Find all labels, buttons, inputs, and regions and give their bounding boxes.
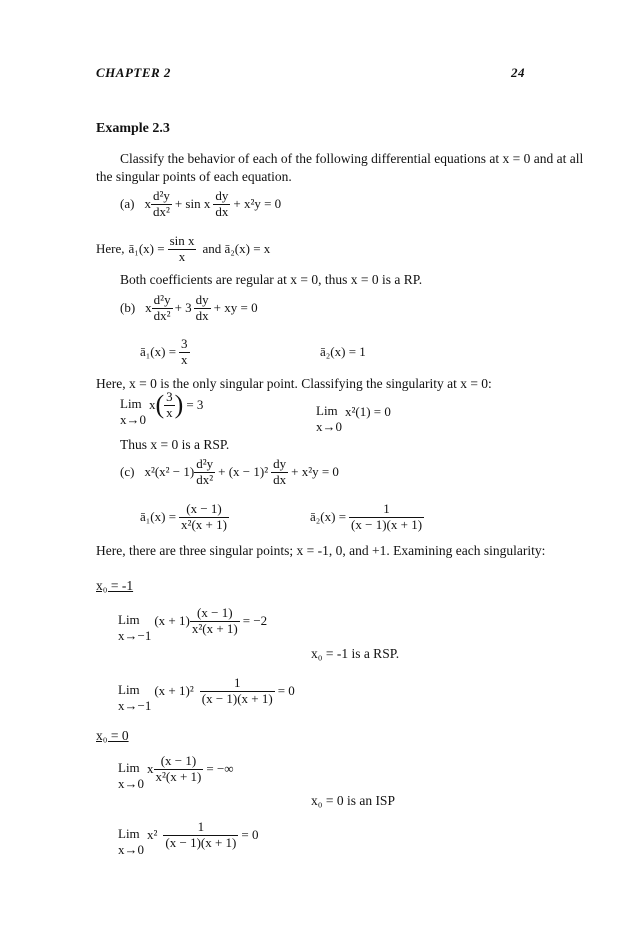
eq-a-tail: + x²y = 0 (233, 195, 282, 211)
lim-b1-frac (164, 390, 175, 421)
lim-m1-2-op (118, 682, 151, 715)
lim-m1-1-den: x²(x + 1) (191, 620, 238, 636)
lim-m1-1-top: Lim (118, 612, 140, 627)
lim-0-2-result: = 0 (241, 826, 259, 842)
lim-m1-1-result: = −2 (242, 612, 268, 628)
example-title: Example 2.3 (96, 121, 170, 136)
eq-b-dy-num: dy (195, 292, 209, 307)
intro-line-2: the singular points of each equation. (96, 169, 292, 184)
a1-frac-a (168, 234, 197, 265)
heading-x0-zero: x₀ = 0 (96, 728, 129, 743)
eq-a-d2y-den: dx² (152, 203, 170, 219)
limit-0-2 (118, 812, 258, 859)
equation-b (120, 293, 258, 324)
lim-m1-2-top: Lim (118, 682, 140, 697)
limit-b-1 (120, 388, 204, 429)
page-number: 24 (511, 65, 525, 80)
conclusion-a: Both coefficients are regular at x = 0, thus x = 0 is a RP. (120, 272, 423, 287)
label-c: (c) (120, 463, 135, 479)
lim-b1-result: = 3 (186, 396, 204, 412)
lim-0-1-pre: x (147, 760, 154, 776)
lim-m1-1-op (118, 612, 151, 645)
lim-m1-1-num: (x − 1) (190, 606, 240, 622)
lim-0-2-frac (163, 820, 238, 851)
a2-a: and ā₂(x) = x (202, 240, 271, 256)
verdict-x0-zero: x₀ = 0 is an ISP (311, 793, 395, 808)
eq-b-dy (194, 293, 211, 324)
lim-m1-2-frac (200, 676, 275, 707)
eq-c-dy-den: dx (273, 471, 287, 487)
eq-b-d2y-num: d²y (153, 292, 171, 307)
lim-m1-1-frac (190, 606, 240, 637)
a1-num-a: sin x (169, 233, 195, 248)
eq-a-sinx: + sin x (174, 195, 211, 211)
lim-0-2-bot: x→0 (118, 842, 144, 858)
here-c: Here, there are three singular points; x = -1, 0, and +1. Examining each singularity: (96, 543, 546, 558)
lim-0-2-den: (x − 1)(x + 1) (165, 834, 237, 850)
a2-b: ā₂(x) = 1 (320, 344, 366, 359)
eq-a-dy (213, 189, 230, 220)
a1-den-a: x (178, 248, 186, 264)
label-a: (a) (120, 195, 135, 211)
a1-num-b: 3 (181, 336, 188, 351)
eq-b-x: x (145, 299, 152, 315)
lim-m1-2-den: (x − 1)(x + 1) (201, 690, 273, 706)
lim-b1-bot: x→0 (120, 412, 146, 428)
coefficients-c-a2 (310, 502, 424, 533)
a2-num-c: 1 (349, 502, 424, 518)
coefficients-c-a1 (140, 502, 229, 533)
lim-0-2-num: 1 (163, 820, 238, 836)
a1-lhs-b: ā₁(x) = (140, 343, 177, 359)
lim-m1-2-bot: x→−1 (118, 698, 152, 714)
a1-frac-b (179, 337, 190, 368)
a1-lhs-c: ā₁(x) = (140, 508, 177, 524)
verdict-x0-minus1: x₀ = -1 is a RSP. (311, 646, 400, 661)
a1-den-c: x²(x + 1) (181, 516, 227, 532)
lim-0-1-bot: x→0 (118, 776, 144, 792)
a1-num-c: (x − 1) (179, 502, 229, 518)
lim-0-2-pre: x² (147, 826, 158, 842)
lim-0-1-den: x²(x + 1) (155, 768, 202, 784)
eq-c-d2y-den: dx² (196, 471, 214, 487)
lim-0-1-result: = −∞ (206, 760, 234, 776)
intro-line-1: Classify the behavior of each of the following differential equations at x = 0 and at all (120, 151, 584, 166)
eq-c-mid: + (x − 1)² (218, 463, 269, 479)
equation-a (120, 189, 281, 220)
eq-b-dy-den: dx (195, 307, 209, 323)
eq-c-dy-num: dy (273, 456, 287, 471)
eq-a-dy-num: dy (215, 188, 229, 203)
here-b: Here, x = 0 is the only singular point. Classifying the singularity at x = 0: (96, 376, 492, 391)
limit-b-2 (316, 403, 391, 436)
lim-b2-bot: x→0 (316, 419, 342, 435)
lim-m1-2-pre: (x + 1)² (154, 682, 194, 698)
limit-0-1 (118, 746, 234, 793)
lim-m1-2-num: 1 (200, 676, 275, 692)
label-b: (b) (120, 299, 136, 315)
eq-c-d2y (194, 457, 215, 488)
a1-den-b: x (181, 351, 188, 367)
eq-a-d2y-num: d²y (152, 188, 170, 203)
lim-b1-den: x (166, 404, 173, 420)
lim-b2-expr: x²(1) = 0 (345, 403, 391, 419)
lim-b1-x: x (149, 396, 156, 412)
eq-a-x: x (144, 195, 151, 211)
eq-c-pre: x²(x² − 1) (144, 463, 195, 479)
lim-b1-rparen: ) (174, 390, 184, 420)
lim-b2-top: Lim (316, 403, 338, 418)
lim-b1-op (120, 396, 146, 429)
eq-a-dy-den: dx (215, 203, 229, 219)
lim-0-1-num: (x − 1) (154, 754, 204, 770)
lim-b1-top: Lim (120, 396, 142, 411)
lim-b1-num: 3 (166, 388, 173, 404)
lim-0-1-top: Lim (118, 760, 140, 775)
a2-frac-c (349, 502, 424, 533)
limit-m1-1 (118, 598, 267, 645)
lim-0-1-frac (154, 754, 204, 785)
eq-c-dy (271, 457, 288, 488)
eq-c-d2y-num: d²y (196, 456, 214, 471)
lim-0-2-top: Lim (118, 826, 140, 841)
conclusion-b: Thus x = 0 is a RSP. (120, 437, 230, 452)
a2-den-c: (x − 1)(x + 1) (351, 516, 423, 532)
lim-b2-op (316, 403, 342, 436)
eq-b-d2y-den: dx² (153, 307, 171, 323)
eq-b-tail: + xy = 0 (213, 299, 258, 315)
lim-m1-1-bot: x→−1 (118, 628, 152, 644)
limit-m1-2 (118, 668, 295, 715)
a2-lhs-c: ā₂(x) = (310, 508, 347, 524)
equation-c (120, 457, 339, 488)
lim-0-1-op (118, 760, 144, 793)
a1-frac-c (179, 502, 229, 533)
here-a: Here, (96, 240, 125, 256)
lim-0-2-op (118, 826, 144, 859)
lim-m1-2-result: = 0 (277, 682, 295, 698)
eq-b-plus3: + 3 (174, 299, 192, 315)
eq-a-d2y (151, 189, 172, 220)
lim-b1-lparen: ( (155, 390, 165, 420)
coefficients-a (96, 234, 270, 265)
a1-lhs-a: ā₁(x) = (128, 240, 165, 256)
coefficients-b (140, 337, 190, 368)
heading-x0-minus1: x₀ = -1 (96, 578, 134, 593)
eq-c-tail: + x²y = 0 (291, 463, 339, 479)
eq-b-d2y (152, 293, 173, 324)
chapter-heading: CHAPTER 2 (96, 65, 171, 80)
lim-m1-1-pre: (x + 1) (154, 612, 190, 628)
